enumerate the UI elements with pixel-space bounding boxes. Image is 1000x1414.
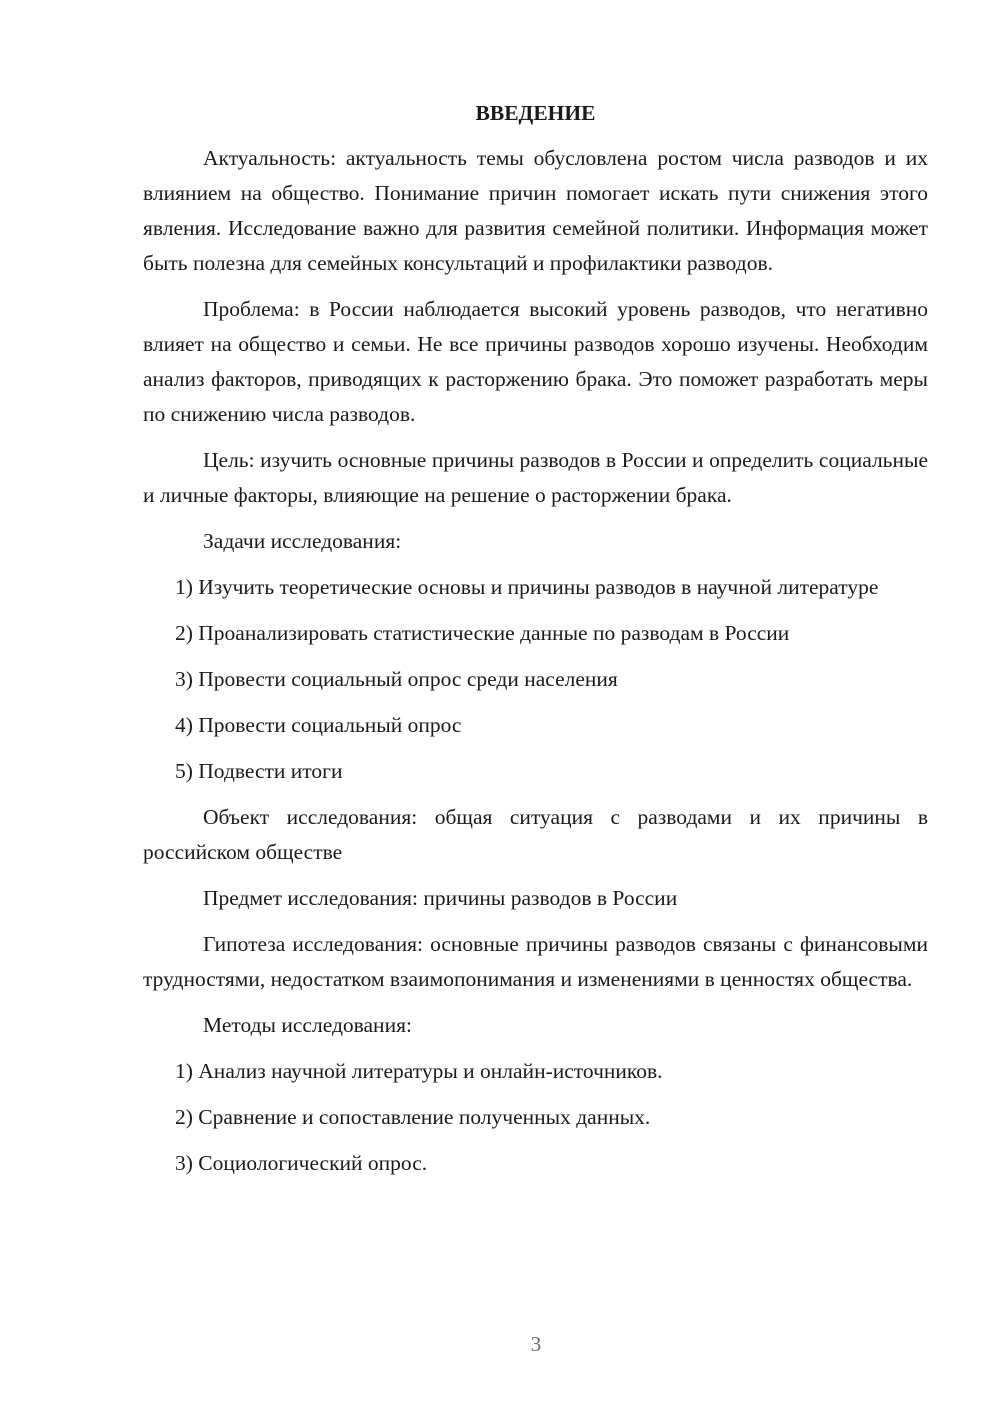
goal-paragraph: Цель: изучить основные причины разводов в России и определить социальные и личные факторы, влияющие на решение о расторжении брака.	[143, 448, 928, 507]
document-page	[143, 96, 928, 1192]
page-title: ВВЕДЕНИЕ	[475, 101, 596, 125]
object-paragraph: Объект исследования: общая ситуация с разводами и их причины в российском обществе	[143, 805, 928, 864]
method-item: 3) Социологический опрос.	[175, 1151, 428, 1175]
page-number: 3	[530, 1332, 542, 1356]
task-item: 2) Проанализировать статистические данные по разводам в России	[175, 621, 790, 645]
method-item: 2) Сравнение и сопоставление полученных данных.	[175, 1105, 651, 1129]
relevance-paragraph: Актуальность: актуальность темы обусловлена ростом числа разводов и их влиянием на общество. Понимание причин помогает искать пути снижения этого явления. Исследование важно для развития семейной политики. Информация может быть полезна для семейных консультаций и профилактики разводов.	[143, 146, 928, 275]
task-item: 1) Изучить теоретические основы и причины разводов в научной литературе	[175, 575, 879, 599]
task-item: 5) Подвести итоги	[175, 759, 343, 783]
task-item: 4) Провести социальный опрос	[175, 713, 462, 737]
subject-paragraph: Предмет исследования: причины разводов в России	[203, 886, 678, 910]
methods-heading: Методы исследования:	[203, 1013, 412, 1037]
method-item: 1) Анализ научной литературы и онлайн-источников.	[175, 1059, 663, 1083]
tasks-heading: Задачи исследования:	[203, 529, 402, 553]
task-item: 3) Провести социальный опрос среди населения	[175, 667, 618, 691]
problem-paragraph: Проблема: в России наблюдается высокий уровень разводов, что негативно влияет на общество и семьи. Не все причины разводов хорошо изучены. Необходим анализ факторов, приводящих к расторжению брака. Это поможет разработать меры по снижению числа разводов.	[143, 297, 928, 426]
hypothesis-paragraph: Гипотеза исследования: основные причины разводов связаны с финансовыми трудностями, недостатком взаимопонимания и изменениями в ценностях общества.	[143, 932, 928, 991]
